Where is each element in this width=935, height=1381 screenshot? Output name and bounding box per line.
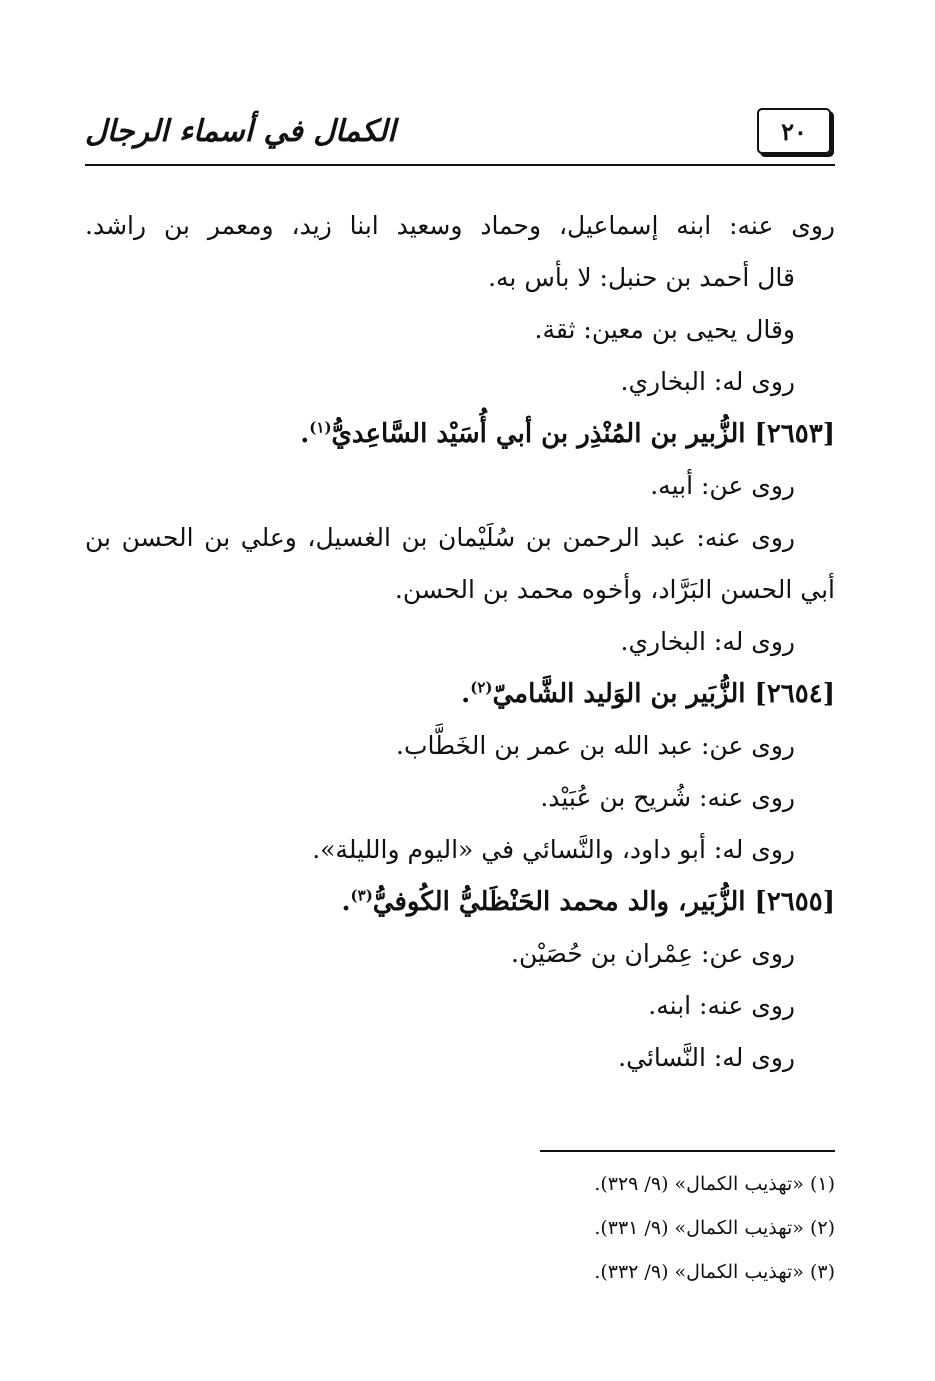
header-divider <box>85 164 835 166</box>
text-line: روى عنه: عبد الرحمن بن سُلَيْمان بن الغسيل، وعلي بن الحسن بن <box>85 523 795 552</box>
footnote-ref: (١) <box>309 418 332 437</box>
entry-title: [٢٦٥٥] الزُّبَير، والد محمد الحَنْظَليُّ الكُوفيُّ <box>372 887 835 917</box>
page-header <box>85 108 835 170</box>
text-line: روى له: النَّسائي. <box>618 1043 795 1072</box>
text-line: روى عنه: شُريح بن عُبَيْد. <box>540 783 795 812</box>
text-line: روى له: البخاري. <box>620 367 795 396</box>
text-line: روى عنه: ابنه. <box>648 991 795 1020</box>
text-line: روى له: أبو داود، والنَّسائي في «اليوم والليلة». <box>312 835 795 864</box>
entry-heading <box>85 408 835 460</box>
main-text <box>85 200 835 1084</box>
text-line: روى عن: أبيه. <box>650 471 795 500</box>
footnote-ref: (٢) <box>470 678 493 697</box>
footnote-ref: (٣) <box>350 886 373 905</box>
text-line: أبي الحسن البَرَّاد، وأخوه محمد بن الحسن. <box>394 575 835 604</box>
text-line: روى عن: عِمْران بن حُصَيْن. <box>511 939 795 968</box>
text-line: روى عن: عبد الله بن عمر بن الخَطَّاب. <box>396 731 795 760</box>
text-line: روى عنه: ابنه إسماعيل، وحماد وسعيد ابنا زيد، ومعمر بن راشد. <box>85 211 835 240</box>
entry-heading <box>85 668 835 720</box>
entry-end: . <box>300 419 310 449</box>
footnote: (١) «تهذيب الكمال» (٩/ ٣٢٩). <box>594 1173 835 1195</box>
footnote: (٢) «تهذيب الكمال» (٩/ ٣٣١). <box>594 1217 835 1239</box>
page-number: ٢٠ <box>757 108 831 154</box>
text-line: وقال يحيى بن معين: ثقة. <box>534 315 795 344</box>
entry-title: [٢٦٥٤] الزُّبَير بن الوَليد الشَّاميّ <box>492 679 835 709</box>
entry-title: [٢٦٥٣] الزُّبير بن المُنْذِر بن أبي أُسَيْد السَّاعِديُّ <box>331 419 835 449</box>
footnote: (٣) «تهذيب الكمال» (٩/ ٣٣٢). <box>594 1261 835 1283</box>
entry-end: . <box>461 679 471 709</box>
entry-heading <box>85 876 835 928</box>
footnotes <box>85 1162 835 1294</box>
footnote-divider <box>540 1150 835 1152</box>
text-line: روى له: البخاري. <box>620 627 795 656</box>
book-title: الكمال في أسماء الرجال <box>85 114 396 149</box>
entry-end: . <box>341 887 351 917</box>
text-line: قال أحمد بن حنبل: لا بأس به. <box>488 263 795 292</box>
